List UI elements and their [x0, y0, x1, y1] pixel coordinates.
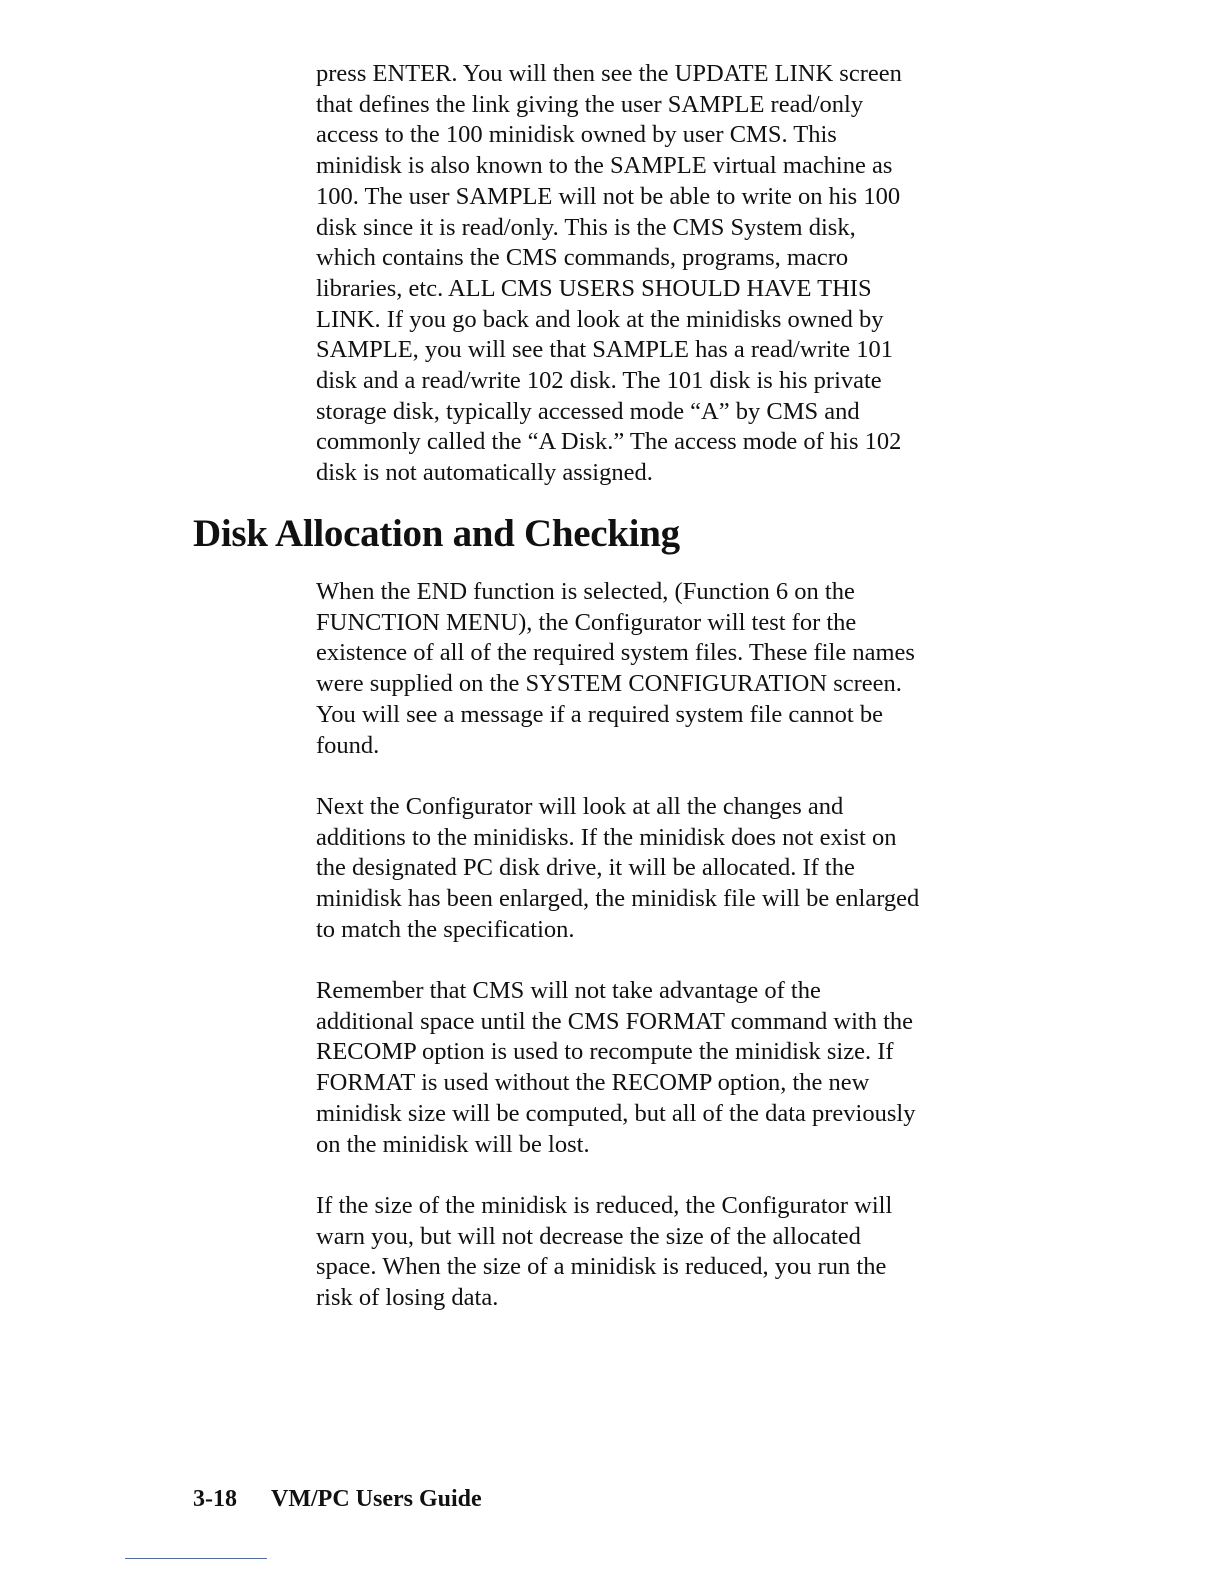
section-paragraph-size-reduced: If the size of the minidisk is reduced, the Configurator will warn you, but will not decrease the size of the allocated space. When the size of a minidisk is reduced, you run the risk of losing data.	[316, 1192, 893, 1312]
footer-rule	[125, 1558, 267, 1559]
page-footer	[193, 1484, 482, 1514]
intro-paragraph: press ENTER. You will then see the UPDATE LINK screen that defines the link giving the user SAMPLE read/only access to the 100 minidisk owned by user CMS. This minidisk is also known to the SAMPLE virtual machine as 100. The user SAMPLE will not be able to write on his 100 disk since it is read/only. This is the CMS System disk, which contains the CMS commands, programs, macro libraries, etc. ALL CMS USERS SHOULD HAVE THIS LINK. If you go back and look at the minidisks owned by SAMPLE, you will see that SAMPLE has a read/write 101 disk and a read/write 102 disk. The 101 disk is his private storage disk, typically accessed mode “A” by CMS and commonly called the “A Disk.” The access mode of his 102 disk is not automatically assigned.	[316, 60, 902, 487]
page-number: 3-18	[193, 1486, 237, 1512]
section-paragraph-minidisk-changes: Next the Configurator will look at all the changes and additions to the minidisks. If the minidisk does not exist on the designated PC disk drive, it will be allocated. If the minidisk has been enlarged, the minidisk file will be enlarged to match the specification.	[316, 793, 920, 943]
section-paragraph-format-recomp: Remember that CMS will not take advantage of the additional space until the CMS FORMAT command with the RECOMP option is used to recompute the minidisk size. If FORMAT is used without the RECOMP option, the new minidisk size will be computed, but all of the data previously on the minidisk will be lost.	[316, 977, 916, 1158]
book-title: VM/PC Users Guide	[271, 1486, 482, 1512]
section-heading: Disk Allocation and Checking	[193, 512, 680, 555]
section-paragraph-end-function: When the END function is selected, (Function 6 on the FUNCTION MENU), the Configurator will test for the existence of all of the required system files. These file names were supplied on the SYSTEM CONFIGURATION screen. You will see a message if a required system file cannot be found.	[316, 578, 915, 759]
